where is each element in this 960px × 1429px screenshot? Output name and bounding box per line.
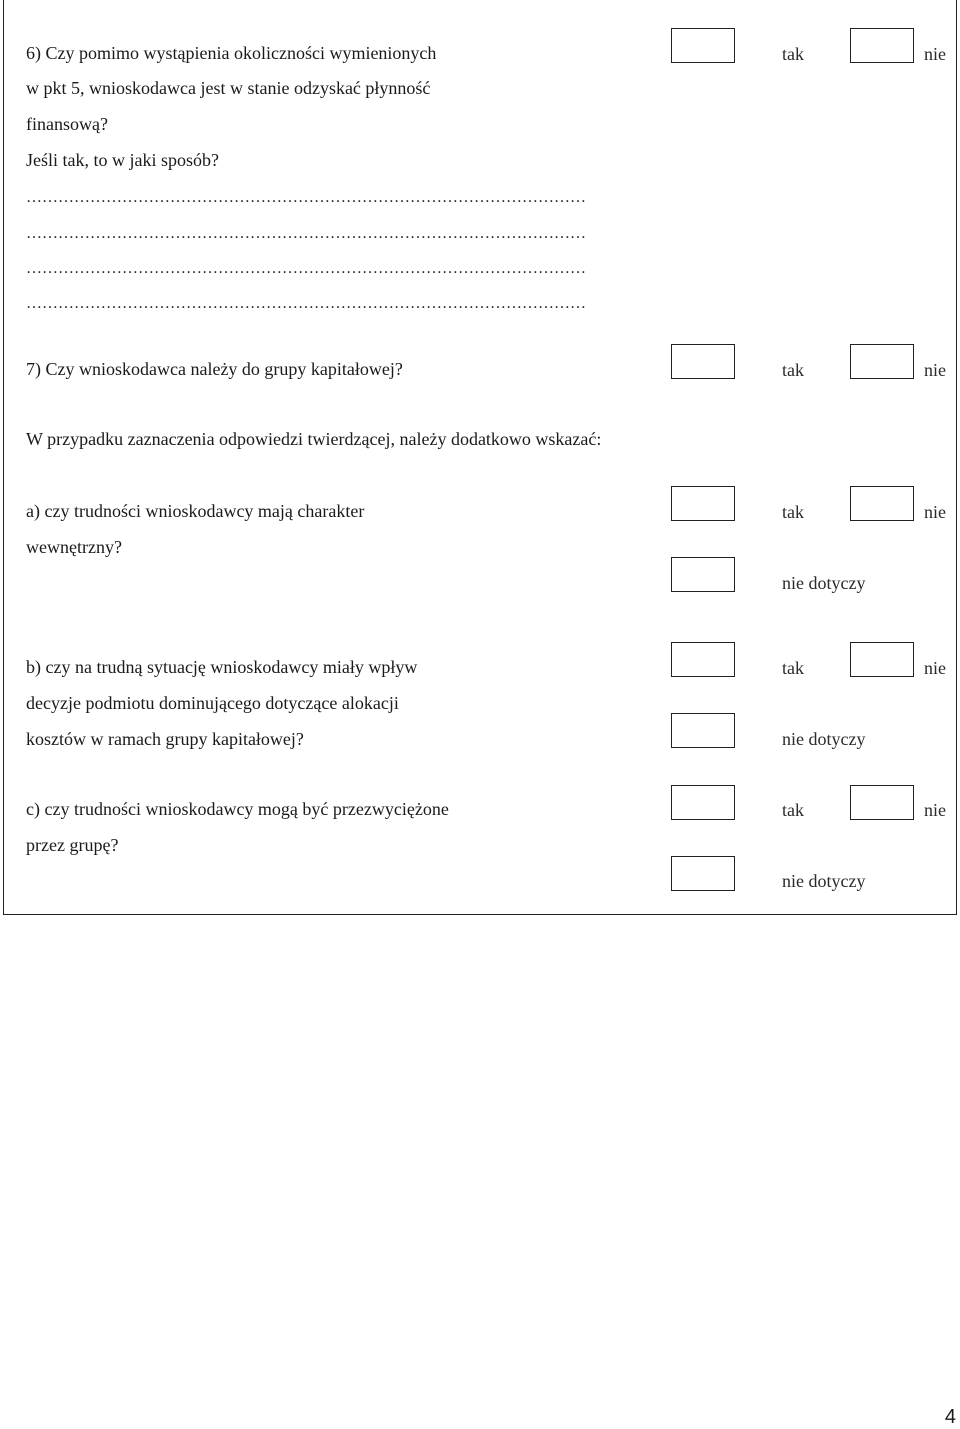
q7-no-label: nie [924,360,946,380]
qb-no-checkbox[interactable] [850,642,914,677]
qb-line2: decyzje podmiotu dominującego dotyczące alokacji [26,693,399,713]
q6-yes-checkbox[interactable] [671,28,735,63]
qa-na-checkbox[interactable] [671,557,735,592]
qa-no-checkbox[interactable] [850,486,914,521]
qa-no-label: nie [924,502,946,522]
qc-line2: przez grupę? [26,835,119,855]
qb-na-label: nie dotyczy [782,729,866,749]
qb-line1: b) czy na trudną sytuację wnioskodawcy miały wpływ [26,657,418,677]
qc-no-checkbox[interactable] [850,785,914,820]
q6-line4: Jeśli tak, to w jaki sposób? [26,150,219,170]
q6-no-checkbox[interactable] [850,28,914,63]
answer-line-2[interactable]: …………………………………………………………………………………………… [26,225,586,242]
q6-yes-label: tak [782,44,804,64]
q6-line2: w pkt 5, wnioskodawca jest w stanie odzyskać płynność [26,78,431,98]
form-frame [3,0,957,915]
answer-line-1[interactable]: …………………………………………………………………………………………… [26,189,586,206]
qa-line2: wewnętrzny? [26,537,122,557]
affirmative-note: W przypadku zaznaczenia odpowiedzi twierdzącej, należy dodatkowo wskazać: [26,429,602,449]
q6-line1: 6) Czy pomimo wystąpienia okoliczności wymienionych [26,43,437,63]
q7-text: 7) Czy wnioskodawca należy do grupy kapitałowej? [26,359,403,379]
qc-yes-checkbox[interactable] [671,785,735,820]
answer-line-4[interactable]: …………………………………………………………………………………………… [26,295,586,312]
qc-no-label: nie [924,800,946,820]
qb-line3: kosztów w ramach grupy kapitałowej? [26,729,304,749]
qa-line1: a) czy trudności wnioskodawcy mają charakter [26,501,365,521]
qb-no-label: nie [924,658,946,678]
page-number: 4 [944,1406,956,1428]
qa-na-label: nie dotyczy [782,573,866,593]
q7-no-checkbox[interactable] [850,344,914,379]
q6-no-label: nie [924,44,946,64]
qc-na-checkbox[interactable] [671,856,735,891]
qc-yes-label: tak [782,800,804,820]
q7-yes-label: tak [782,360,804,380]
qa-yes-label: tak [782,502,804,522]
q6-line3: finansową? [26,114,108,134]
q7-yes-checkbox[interactable] [671,344,735,379]
qb-yes-label: tak [782,658,804,678]
qb-yes-checkbox[interactable] [671,642,735,677]
qb-na-checkbox[interactable] [671,713,735,748]
qa-yes-checkbox[interactable] [671,486,735,521]
qc-na-label: nie dotyczy [782,871,866,891]
answer-line-3[interactable]: …………………………………………………………………………………………… [26,260,586,277]
qc-line1: c) czy trudności wnioskodawcy mogą być przezwyciężone [26,799,449,819]
